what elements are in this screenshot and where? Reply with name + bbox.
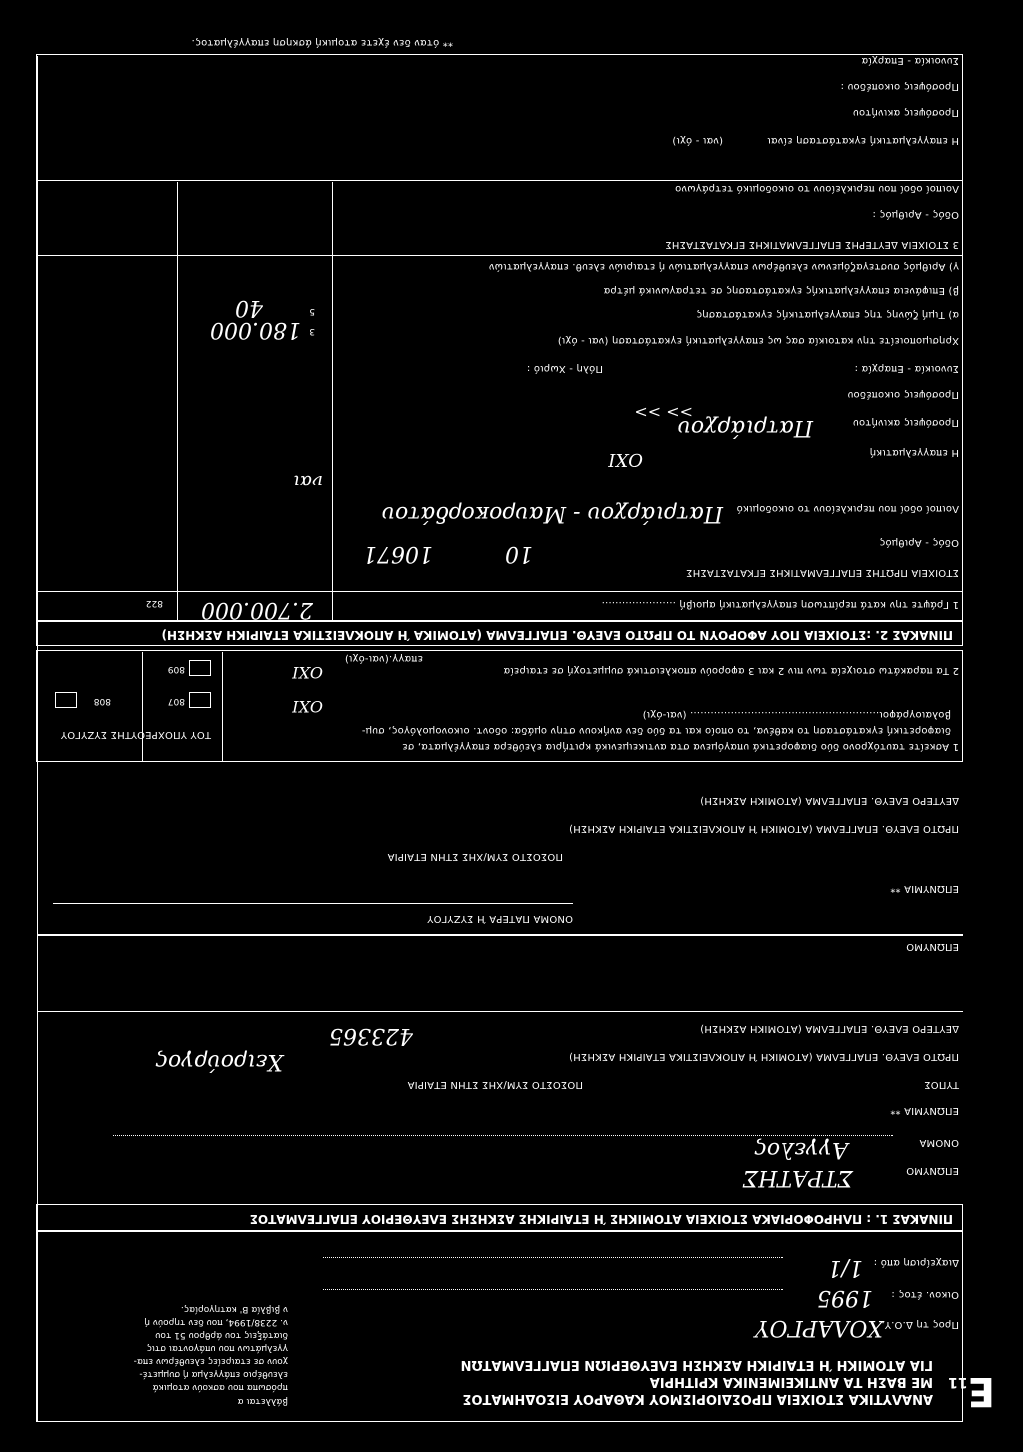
t3-district-label: Συνοικία - Επαρχία xyxy=(861,55,959,66)
sp-surname-line xyxy=(38,934,963,936)
sp-name-line xyxy=(53,903,573,904)
side-note-1: βάλλεται α xyxy=(237,1396,288,1406)
t2-district-label: Συνοικία - Επαρχία : xyxy=(854,363,959,374)
t3-section-title: 3 ΣΤΟΙΧΕΙΑ ΔΕΥΤΕΡΗΣ ΕΠΑΓΓΕΛΜΑΤΙΚΗΣ ΕΓΚΑΤΑΣΤΑΣΗΣ xyxy=(665,239,959,250)
q2-line1: 2 Τα παρακάτω στοιχεία των πιν 2 και 3 αφορούν αποκλειστικά συμμετοχή σε εταιρεία xyxy=(503,665,959,676)
side-note-5: γγελμάτων που υπάγονται στις xyxy=(146,1343,288,1353)
t3-facade-label: Προσόψεις ακινήτου xyxy=(852,107,959,118)
t2-area-label: Λοιποί οδοί που περικλείουν το οικοδομικό xyxy=(736,503,959,514)
q1-spouse-box[interactable] xyxy=(55,692,77,708)
t2-in-building-label: Η επαγγελματική xyxy=(869,447,959,458)
t2-row1-label: 1 Γράψτε την κατά περίπτωση επαγγελματική αμοιβή ...................... xyxy=(601,599,959,610)
t2-area-value-2: ναι xyxy=(292,471,323,492)
t2-b-value: 40 xyxy=(235,295,263,320)
sp-company-label: ΕΠΩΝΥΜΙΑ ** xyxy=(890,883,959,894)
sp-first-prof-label: ΠΡΩΤΟ ΕΛΕΥΘ. ΕΠΑΓΓΕΛΜΑ (ΑΤΟΜΙΚΗ Ή ΑΠΟΚΛΕΙΣΤΙΚΑ ΕΤΑΙΡΙΚΗ ΑΣΚΗΣΗ) xyxy=(568,823,959,834)
table3-frame xyxy=(36,54,963,256)
t2-a-value: 180.000 xyxy=(210,317,301,342)
q-col-sep-2 xyxy=(142,652,143,762)
side-note-2: πρόσωπα που ασκούν ατομικά xyxy=(152,1382,288,1392)
year-value: 1995 xyxy=(817,1285,873,1310)
sp-second-prof-label: ΔΕΥΤΕΡΟ ΕΛΕΥΘ. ΕΠΑΓΓΕΛΜΑ (ΑΤΟΜΙΚΗ ΑΣΚΗΣΗ) xyxy=(700,795,959,806)
t2-in-building-value: ΟΧΙ xyxy=(608,449,643,470)
q2-debtor-code: 809 xyxy=(167,664,185,674)
t3-area-label: Λοιποί οδοί που περικλείουν το οικοδομικό τετράγωνο xyxy=(674,183,959,194)
t1-address-label: ΤΥΠΟΣ xyxy=(924,1079,959,1090)
q2-debtor-answer: ΟΧΙ xyxy=(292,663,323,682)
side-note-7: ν. 2238/1994, που δεν τηρούν ή xyxy=(144,1317,288,1327)
t2-street-label: Οδός - Αριθμός xyxy=(879,537,959,548)
t2-row1-code: 822 xyxy=(145,598,163,608)
t1-company-label: ΕΠΩΝΥΜΙΑ ** xyxy=(890,1105,959,1116)
t1-name-label: ΟΝΟΜΑ xyxy=(919,1137,959,1148)
t2-a-label: α) Τιμή ζώνης της επαγγελματικής εγκατάστασης xyxy=(696,309,959,320)
q1-debtor-answer: ΟΧΙ xyxy=(292,697,323,716)
t2-area-value: Πατριάρχου - Μαυροκορδάτου xyxy=(381,501,723,526)
table2-title: ΠΙΝΑΚΑΣ 2. :ΣΤΟΙΧΕΙΑ ΠΟΥ ΑΦΟΡΟΥΝ ΤΟ ΠΡΩΤΟ ΕΛΕΥΘ. ΕΠΑΓΓΕΛΜΑ (ΑΤΟΜΙΚΑ Ή ΑΠΟΚΛΕΙΣΤΙΚΑ ΕΤΑΙΡΙΚΗ ΑΣΚΗΣΗ) xyxy=(161,628,953,642)
year-label: Οικον. έτος : xyxy=(891,1289,959,1300)
sp-surname-label: ΕΠΩΝΥΜΟ xyxy=(906,941,959,952)
t2-a-code: 3 xyxy=(309,326,315,336)
q-col-sep-1 xyxy=(222,652,223,762)
t3-facade2-label: Προσόψεις οικοπέδου : xyxy=(840,81,959,92)
t1-name-dots xyxy=(113,1135,893,1136)
q1-line2: διαφορετική εγκατάσταση το καθένα, το οποίο και τα δύο δεν ανήκουν στην ομάδα: οδοντ. οικονομολόγος, συμ- xyxy=(361,725,951,736)
t1-surname-label: ΕΠΩΝΥΜΟ xyxy=(906,1165,959,1176)
t2-postcode-value: 10671 xyxy=(363,541,433,566)
q1-debtor-code: 807 xyxy=(167,696,185,706)
sp-share-label: ΠΟΣΟΣΤΟ ΣΥΜ/ΧΗΣ ΣΤΗΝ ΕΤΑΙΡΙΑ xyxy=(387,851,563,862)
submitted-value: 1/1 xyxy=(827,1255,863,1280)
q1-debtor-box[interactable] xyxy=(189,692,211,708)
page-right-edge xyxy=(37,56,38,1422)
t1-surname-value: ΣΤΡΑΤΗΣ xyxy=(742,1165,853,1190)
t1-second-prof-label: ΔΕΥΤΕΡΟ ΕΛΕΥΘ. ΕΠΑΓΓΕΛΜΑ (ΑΤΟΜΙΚΗ ΑΣΚΗΣΗ) xyxy=(700,1023,959,1034)
t3-footnote: ** όταν δεν έχετε ατομική άσκηση επαγγέλματος. xyxy=(191,37,453,48)
t2-floor-value: Πατριάρχου xyxy=(677,415,813,440)
q1-line1: 1 Ασκείτε ταυτόχρονο δύο διαφορετικά υπαγόμενα στα αντικειμενικά κριτήρια ελεύθερα επαγγέλματα, σε xyxy=(402,741,959,752)
q1-line3: βολαιογράφοι........................................................ (ναι-όχι) xyxy=(642,709,951,720)
t1-divider xyxy=(38,1011,963,1012)
side-note-4: χουν σε εταιρείες ελευθέρων επα- xyxy=(133,1356,288,1366)
q-col-debtor: ΤΟΥ ΥΠΟΧΡΕΟΥ xyxy=(130,729,211,740)
t2-b-label: β) Επιφάνεια επαγγελματικής εγκατάστασης σε τετραγωνικά μέτρα xyxy=(603,285,959,296)
side-note-8: ν βιβλία Β' κατηγορίας. xyxy=(180,1304,288,1314)
t1-first-prof-value: Χειρούργος xyxy=(155,1049,283,1074)
table1-title: ΠΙΝΑΚΑΣ 1. : ΠΛΗΡΟΦΟΡΙΑΚΑ ΣΤΟΙΧΕΙΑ ΑΤΟΜΙΚΗΣ Ή ΕΤΑΙΡΙΚΗΣ ΑΣΚΗΣΗΣ ΕΛΕΥΘΕΡΙΟΥ ΕΠΑΓΓΕΛΜΑΤΟΣ xyxy=(249,1212,953,1226)
q1-spouse-code: 808 xyxy=(93,696,111,706)
t1-name-value: Αγγελος xyxy=(754,1137,848,1162)
t2-building-label: Προσόψεις οικοπέδου xyxy=(847,389,959,400)
side-note-6: διατάξεις του άρθρου 51 του xyxy=(155,1330,288,1340)
t2-row1-value: 2.700.000 xyxy=(201,597,313,622)
t2-b-code: 5 xyxy=(309,306,315,316)
t1-second-prof-value: 423365 xyxy=(329,1023,413,1048)
submitted-label: Διαχείριση από : xyxy=(873,1257,959,1268)
side-note-3: ελευθέριο επάγγελμα ή συμμετέ- xyxy=(139,1369,288,1379)
title-line-1: ΑΝΑΛΥΤΙΚΑ ΣΤΟΙΧΕΙΑ ΠΡΟΣΔΙΟΡΙΣΜΟΥ ΚΑΘΑΡΟΥ ΕΙΣΟΔΗΜΑΤΟΣ xyxy=(462,1391,933,1406)
t2-row1-divider xyxy=(38,591,963,592)
doy-value: ΧΟΛΑΡΓΟΥ xyxy=(754,1315,883,1340)
q2-line2: επαγγ.(ναι-όχι) xyxy=(344,653,423,664)
header-frame xyxy=(36,1230,963,1422)
q-col-spouse: ΤΗΣ ΣΥΖΥΓΟΥ xyxy=(60,729,131,740)
doy-label: Προς τη Δ.Ο.Υ. xyxy=(881,1319,959,1330)
sp-name-label: ΟΝΟΜΑ ΠΑΤΕΡΑ Ή ΣΥΖΥΓΟΥ xyxy=(427,913,573,924)
t2-city-label: Πόλη - Χωριό : xyxy=(526,363,603,374)
t2-c-label: γ) Αριθμός συστεγαζόμενων ελευθέρων επαγγελματιών ή εταιριών ελευθ. επαγγελματιών xyxy=(488,261,959,272)
t3-install-suffix: (ναι - όχι) xyxy=(672,135,723,146)
title-line-2: ΜΕ ΒΑΣΗ ΤΑ ΑΝΤΙΚΕΙΜΕΝΙΚΑ ΚΡΙΤΗΡΙΑ xyxy=(649,1374,933,1389)
t3-install-label: Η επαγγελματική εγκατάσταση είναι xyxy=(767,135,959,146)
t2-floor-label: Προσόψεις ακινήτου xyxy=(852,417,959,428)
form-code: Ε11 xyxy=(948,1368,995,1414)
t2-street-value: 10 xyxy=(505,541,533,566)
t2-floor-marks: >> >> xyxy=(634,403,693,422)
t2-use-label: Χρησιμοποιείτε την κατοικία σας ως επαγγελματική εγκατάσταση (ναι - όχι) xyxy=(557,335,959,346)
t1-first-prof-label: ΠΡΩΤΟ ΕΛΕΥΘ. ΕΠΑΓΓΕΛΜΑ (ΑΤΟΜΙΚΗ Ή ΑΠΟΚΛΕΙΣΤΙΚΑ ΕΤΑΙΡΙΚΗ ΑΣΚΗΣΗ) xyxy=(568,1051,959,1062)
t1-share-label: ΠΟΣΟΣΤΟ ΣΥΜ/ΧΗΣ ΣΤΗΝ ΕΤΑΙΡΙΑ xyxy=(407,1079,583,1090)
q2-debtor-box[interactable] xyxy=(189,660,211,676)
title-line-3: ΓΙΑ ΑΤΟΜΙΚΗ Ή ΕΤΑΙΡΙΚΗ ΑΣΚΗΣΗ ΕΛΕΥΘΕΡΙΩΝ ΕΠΑΓΓΕΛΜΑΤΩΝ xyxy=(460,1357,933,1372)
t2-section-title: ΣΤΟΙΧΕΙΑ ΠΡΩΤΗΣ ΕΠΑΓΓΕΛΜΑΤΙΚΗΣ ΕΓΚΑΤΑΣΤΑΣΗΣ xyxy=(685,567,959,578)
t3-street-label: Οδός - Αριθμός : xyxy=(872,209,959,220)
